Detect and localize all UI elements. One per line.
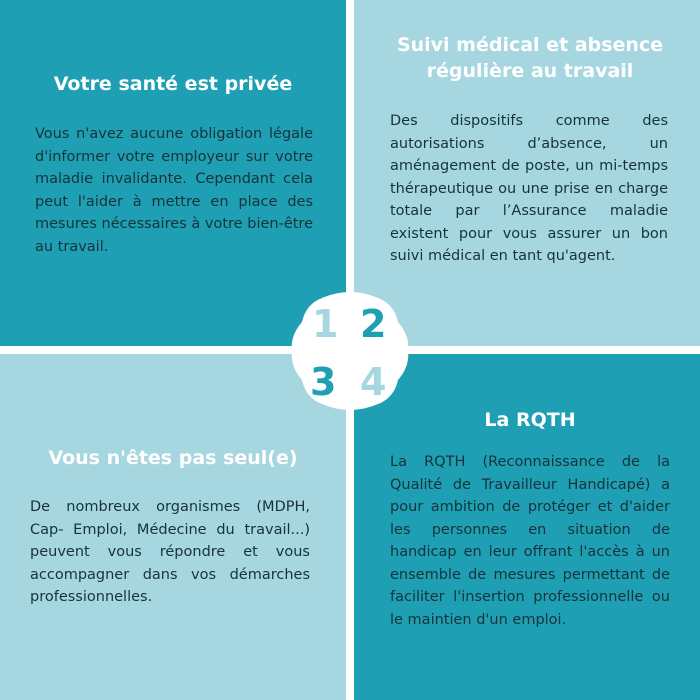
section-2-title: Suivi médical et absence régulière au travail	[396, 34, 664, 82]
number-1: 1	[312, 302, 339, 346]
center-badge	[286, 292, 414, 410]
center-badge-shape	[286, 292, 414, 410]
section-4-title: La RQTH	[484, 409, 576, 431]
section-1-text: Vous n'avez aucune obligation légale d'informer votre employeur sur votre maladie invalidante. Cependant cela peut l'aider à mettre en place des mesures nécessaires à votre bien-être au travail.	[35, 126, 313, 255]
number-3: 3	[310, 360, 337, 404]
number-4: 4	[360, 360, 387, 404]
section-3-title: Vous n'êtes pas seul(e)	[48, 447, 298, 469]
section-4-text: La RQTH (Reconnaissance de la Qualité de Travailleur Handicapé) a pour ambition de protéger et d'aider les personnes en situation de handicap en leur offrant l'accès à un ensemble de mesures permettant de faciliter l'insertion professionnelle ou le maintien d'un emploi.	[390, 454, 670, 628]
section-2-text: Des dispositifs comme des autorisations d’absence, un aménagement de poste, un mi-temps thérapeutique ou une prise en charge totale par l’Assurance maladie existent pour vous assurer un bon suivi médical en tant qu'agent.	[390, 113, 668, 264]
section-1-title: Votre santé est privée	[53, 73, 293, 95]
number-2: 2	[360, 302, 387, 346]
section-3-text: De nombreux organismes (MDPH, Cap- Emploi, Médecine du travail...) peuvent vous répondre et vous accompagner dans vos démarches professionnelles.	[30, 499, 310, 605]
